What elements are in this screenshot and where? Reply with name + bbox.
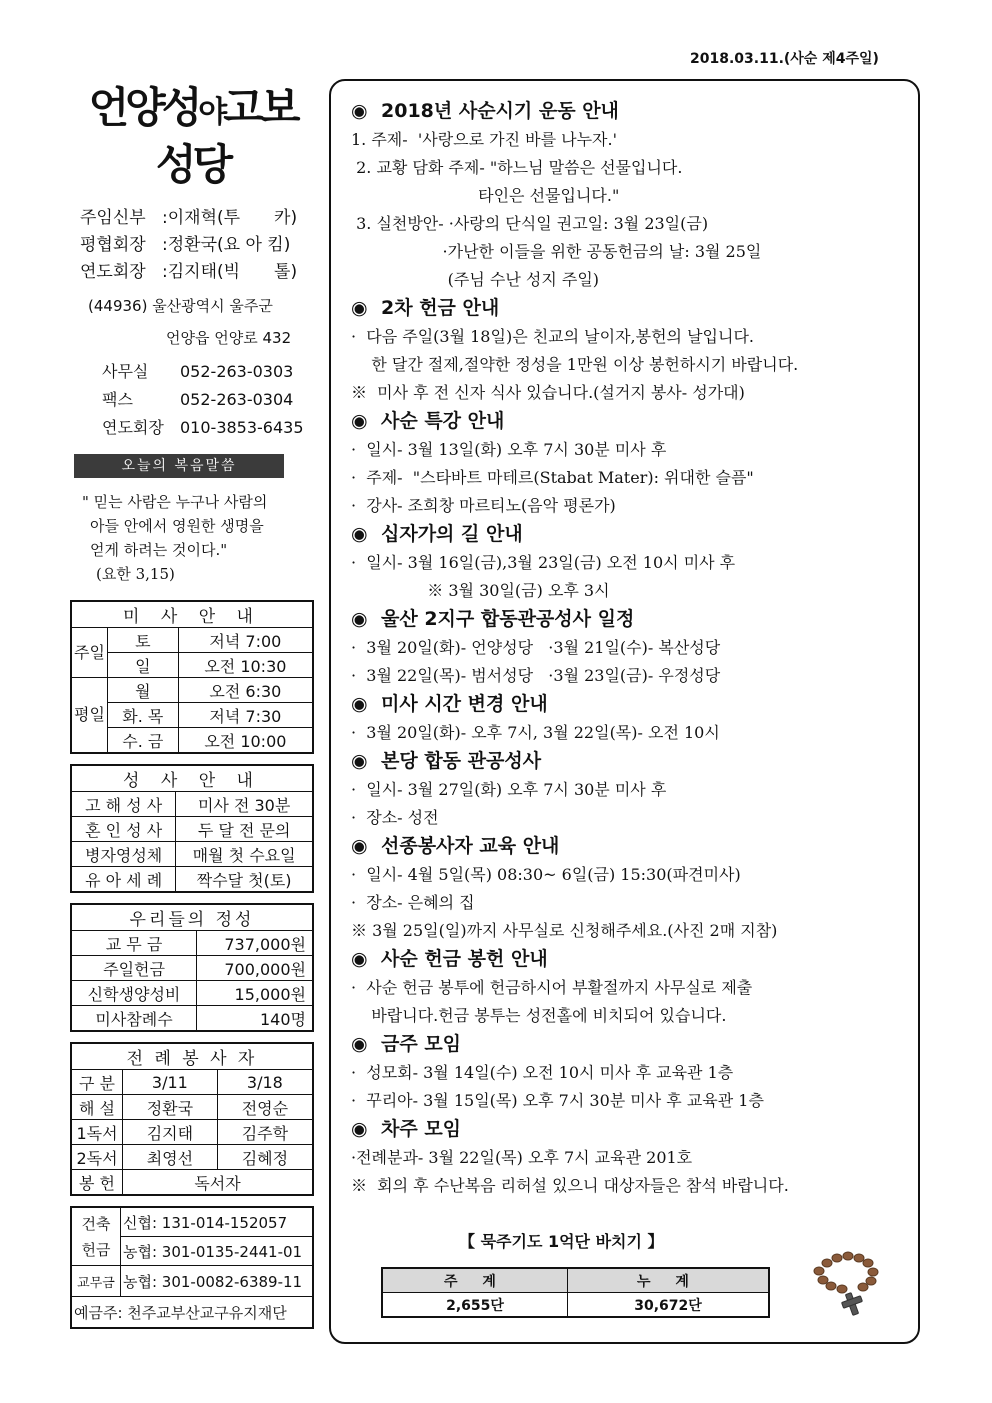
offering-value: 737,000원 [197,931,313,956]
building-fund-label-2: 헌금 [81,1240,111,1259]
contact-value: 052-263-0304 [180,390,294,409]
notice-title-text: 선종봉사자 교육 안내 [381,835,560,857]
building-fund-label-1: 건축 [81,1214,111,1233]
notice-title [351,605,911,634]
liturgy-server: 전영순 [217,1095,313,1120]
sacrament-name: 고 해 성 사 [71,792,176,817]
notice-line: 바랍니다.헌금 봉투는 성전홀에 비치되어 있습니다. [351,1006,727,1025]
notice-line: ※ 3월 30일(금) 오후 3시 [351,581,610,600]
address-line1: (44936) 울산광역시 울주군 [88,297,273,315]
notice-section [351,747,911,832]
staff-name: :김지태(빅 톨) [162,262,298,282]
notice-line: · 3월 22일(목)- 범서성당 ·3월 23일(금)- 우정성당 [351,666,721,685]
notice-section [351,520,911,605]
notice-title [351,945,911,974]
liturgy-heading: 전 례 봉 사 자 [71,1043,313,1070]
target-bullet-icon: ◉ [351,1118,368,1140]
notice-section [351,97,911,294]
notice-line: 타인은 선물입니다." [351,186,620,205]
sacrament-name: 유 아 세 례 [71,867,176,893]
liturgy-role: 해 설 [71,1095,123,1120]
notice-title [351,1030,911,1059]
mass-time: 저녁 7:00 [178,628,313,653]
notice-title [351,690,911,719]
liturgy-role: 1독서 [71,1120,123,1145]
gospel-line: 얻게 하려는 것이다." [90,541,228,559]
liturgy-col: 구 분 [71,1070,123,1095]
notice-section [351,1030,911,1115]
notice-line: · 강사- 조희창 마르티노(음악 평론가) [351,496,616,515]
notice-line: · 주제- "스타바트 마테르(Stabat Mater): 위대한 슬픔" [351,468,754,487]
gospel-line: " 믿는 사람은 누구나 사람의 [82,493,268,511]
sacrament-value: 두 달 전 문의 [176,817,313,842]
gospel-heading: 오늘의 복음말씀 [74,454,284,478]
dues-label: 교무금 [71,1266,121,1297]
mass-time: 오전 10:00 [178,728,313,754]
notice-line: ·전례분과- 3월 22일(목) 오후 7시 교육관 201호 [351,1148,693,1167]
notice-line: (주님 수난 성지 주일) [351,270,600,289]
target-bullet-icon: ◉ [351,410,368,432]
liturgy-offertory: 독서자 [123,1170,314,1196]
mass-day: 일 [107,653,178,678]
notice-line: ※ 미사 후 전 신자 식사 있습니다.(설거지 봉사- 성가대) [351,383,745,402]
liturgy-server: 김주학 [217,1120,313,1145]
mass-sunday-label: 주일 [71,628,107,678]
sacrament-value: 매월 첫 수요일 [176,842,313,867]
mass-time: 오전 6:30 [178,678,313,703]
rosary-table [381,1267,770,1318]
notice-section [351,690,911,747]
target-bullet-icon: ◉ [351,835,368,857]
dues-account: 농협: 301-0082-6389-11 [121,1266,314,1297]
contact-label: 사무실 [102,362,149,381]
masthead-mark: 야 [198,95,224,130]
notice-title [351,747,911,776]
gospel-text [70,490,315,586]
liturgy-server: 김지태 [123,1120,218,1145]
liturgy-server: 정환국 [123,1095,218,1120]
notice-title-text: 사순 헌금 봉헌 안내 [381,948,548,970]
gospel-ref: (요한 3,15) [96,565,175,583]
mass-day: 수. 금 [107,728,178,754]
staff-role: 주임신부 [80,208,146,228]
address [70,290,315,354]
sacrament-value: 짝수달 첫(토) [176,867,313,893]
rosary-total-value: 30,672단 [568,1293,769,1318]
notice-section [351,407,911,520]
account-holder: 예금주: 천주교부산교구유지재단 [71,1297,313,1329]
notice-line: 한 달간 절제,절약한 정성을 1만원 이상 봉헌하시기 바랍니다. [351,355,799,374]
notice-title [351,407,911,436]
masthead-line1b: 고보 [223,83,297,132]
building-account-1: 신협: 131-014-152057 [121,1207,314,1237]
offering-name: 교 무 금 [71,931,197,956]
offering-table [70,903,314,1032]
target-bullet-icon: ◉ [351,750,368,772]
staff-list [70,205,315,286]
mass-time: 저녁 7:30 [178,703,313,728]
notice-section [351,1115,911,1200]
notice-line: · 성모회- 3월 14일(수) 오전 10시 미사 후 교육관 1층 [351,1063,734,1082]
staff-role: 평협회장 [80,235,146,255]
notice-line: · 장소- 성전 [351,808,439,827]
notice-title [351,97,911,126]
target-bullet-icon: ◉ [351,948,368,970]
contact-label: 팩스 [102,390,133,409]
notice-line: · 3월 20일(화)- 언양성당 ·3월 21일(수)- 복산성당 [351,638,721,657]
left-column [70,80,315,1329]
offering-heading: 우리들의 정성 [71,904,313,931]
target-bullet-icon: ◉ [351,693,368,715]
contact-list [70,358,315,442]
liturgy-servers-table [70,1042,314,1196]
rosary-col-week: 주 계 [382,1268,568,1293]
rosary-week-value: 2,655단 [382,1293,568,1318]
staff-role: 연도회장 [80,262,146,282]
notice-line: ※ 회의 후 수난복음 리허설 있으니 대상자들은 참석 바랍니다. [351,1176,789,1195]
gospel-line: 아들 안에서 영원한 생명을 [90,517,264,535]
liturgy-col: 3/18 [217,1070,313,1095]
liturgy-server: 김혜정 [217,1145,313,1170]
mass-heading: 미 사 안 내 [71,601,313,628]
building-account-2: 농협: 301-0135-2441-01 [121,1237,314,1266]
staff-row [70,205,315,232]
notice-title-text: 십자가의 길 안내 [381,523,523,545]
target-bullet-icon: ◉ [351,297,368,319]
notice-title-text: 본당 합동 관공성사 [381,750,542,772]
notice-title [351,832,911,861]
notice-section [351,294,911,407]
masthead-line1: 언양성 [88,83,199,132]
notice-title-text: 2018년 사순시기 운동 안내 [381,100,619,122]
rosary-col-total: 누 계 [568,1268,769,1293]
mass-day: 화. 목 [107,703,178,728]
notice-list [351,97,911,1200]
target-bullet-icon: ◉ [351,1033,368,1055]
staff-name: :이재혁(투 카) [162,208,298,228]
mass-day: 월 [107,678,178,703]
masthead-line2: 성당 [155,140,230,189]
contact-value: 010-3853-6435 [180,418,304,437]
accounts-table [70,1206,314,1329]
notice-panel [329,79,920,1344]
notice-line: 3. 실천방안- ·사랑의 단식일 권고일: 3월 23일(금) [351,214,709,233]
sacrament-name: 혼 인 성 사 [71,817,176,842]
issue-date: 2018.03.11.(사순 제4주일) [690,51,879,67]
building-fund-label [71,1207,121,1266]
notice-line: · 일시- 3월 27일(화) 오후 7시 30분 미사 후 [351,780,667,799]
offering-name: 신학생양성비 [71,981,197,1006]
offering-value: 140명 [197,1006,313,1032]
target-bullet-icon: ◉ [351,523,368,545]
notice-title-text: 사순 특강 안내 [381,410,505,432]
notice-line: · 사순 헌금 봉투에 헌금하시어 부활절까지 사무실로 제출 [351,978,753,997]
parish-masthead [70,82,315,191]
sacraments-heading: 성 사 안 내 [71,765,313,792]
notice-line: · 일시- 3월 13일(화) 오후 7시 30분 미사 후 [351,440,667,459]
target-bullet-icon: ◉ [351,608,368,630]
rosary-title: 【 묵주기도 1억단 바치기 】 [459,1232,664,1251]
sacrament-name: 병자영성체 [71,842,176,867]
mass-day: 토 [107,628,178,653]
liturgy-col: 3/11 [123,1070,218,1095]
staff-row [70,232,315,259]
contact-row [70,386,315,414]
notice-line: · 다음 주일(3월 18일)은 친교의 날이자,봉헌의 날입니다. [351,327,755,346]
staff-name: :정환국(요 아 킴) [162,235,291,255]
notice-title-text: 울산 2지구 합동관공성사 일정 [381,608,635,630]
mass-time: 오전 10:30 [178,653,313,678]
sacraments-table [70,764,314,893]
liturgy-server: 최영선 [123,1145,218,1170]
notice-section [351,945,911,1030]
notice-line: · 꾸리아- 3월 15일(목) 오후 7시 30분 미사 후 교육관 1층 [351,1091,764,1110]
notice-line: ※ 3월 25일(일)까지 사무실로 신청해주세요.(사진 2매 지참) [351,921,778,940]
offering-value: 15,000원 [197,981,313,1006]
mass-weekday-label: 평일 [71,678,107,754]
offering-name: 미사참례수 [71,1006,197,1032]
contact-value: 052-263-0303 [180,362,294,381]
notice-line: ·가난한 이들을 위한 공동헌금의 날: 3월 25일 [351,242,762,261]
rosary-beads-icon [805,1241,885,1321]
notice-line: · 장소- 은혜의 집 [351,893,475,912]
staff-row [70,259,315,286]
notice-title-text: 금주 모임 [381,1033,462,1055]
liturgy-role: 봉 헌 [71,1170,123,1196]
liturgy-role: 2독서 [71,1145,123,1170]
notice-title-text: 2차 헌금 안내 [381,297,500,319]
notice-title [351,294,911,323]
notice-title [351,520,911,549]
address-line2: 언양읍 언양로 432 [166,329,292,347]
notice-title [351,1115,911,1144]
mass-schedule-table [70,600,314,754]
notice-line: · 3월 20일(화)- 오후 7시, 3월 22일(목)- 오전 10시 [351,723,720,742]
notice-line: 2. 교황 담화 주제- "하느님 말씀은 선물입니다. [351,158,683,177]
notice-title-text: 미사 시간 변경 안내 [381,693,548,715]
offering-value: 700,000원 [197,956,313,981]
contact-row [70,414,315,442]
sacrament-value: 미사 전 30분 [176,792,313,817]
notice-line: · 일시- 4월 5일(목) 08:30~ 6일(금) 15:30(파견미사) [351,865,741,884]
contact-label: 연도회장 [102,418,164,437]
contact-row [70,358,315,386]
notice-section [351,605,911,690]
notice-title-text: 차주 모임 [381,1118,462,1140]
notice-line: 1. 주제- '사랑으로 가진 바를 나누자.' [351,130,617,149]
target-bullet-icon: ◉ [351,100,368,122]
notice-section [351,832,911,945]
notice-line: · 일시- 3월 16일(금),3월 23일(금) 오전 10시 미사 후 [351,553,736,572]
offering-name: 주일헌금 [71,956,197,981]
